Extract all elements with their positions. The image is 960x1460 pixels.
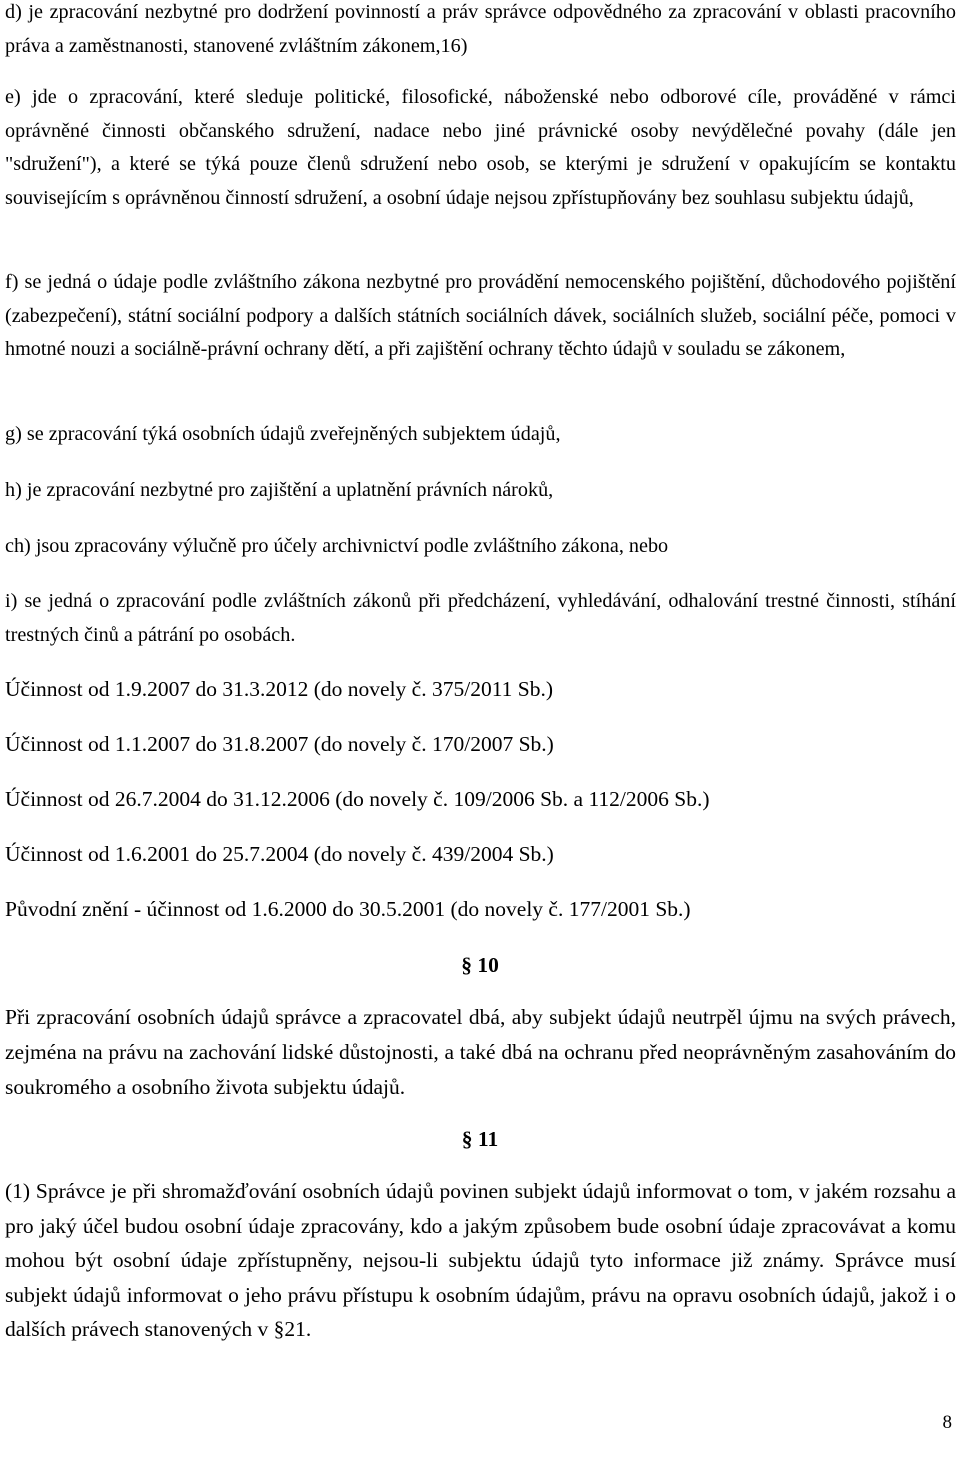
paragraph-d: d) je zpracování nezbytné pro dodržení povinností a práv správce odpovědného za zpracování v oblasti pracovního práva a zaměstnanosti, stanovené zvláštním zákonem,16) xyxy=(5,1,956,57)
paragraph-f: f) se jedná o údaje podle zvláštního zákona nezbytné pro provádění nemocenského pojištění, důchodového pojištění (zabezpečení), státní sociální podpory a dalších státních sociálních dávek, sociálních služeb, sociální péče, pomoci v hmotné nouzi a sociálně-právní ochrany dětí, a při zajištění ochrany těchto údajů v souladu se zákonem, xyxy=(5,271,956,360)
paragraph-h: h) je zpracování nezbytné pro zajištění a uplatnění právních nároků, xyxy=(5,479,554,501)
section-10-heading: § 10 xyxy=(461,953,499,977)
section-11-heading: § 11 xyxy=(461,1127,499,1151)
effectivity-line: Účinnost od 1.6.2001 do 25.7.2004 (do novely č. 439/2004 Sb.) xyxy=(5,842,554,866)
effectivity-line: Účinnost od 1.1.2007 do 31.8.2007 (do novely č. 170/2007 Sb.) xyxy=(5,732,554,756)
paragraph-e: e) jde o zpracování, které sleduje politické, filosofické, náboženské nebo odborové cíle, prováděné v rámci oprávněné činnosti občanského sdružení, nadace nebo jiné právnické osoby nevýdělečné povahy (dále jen "sdružení"), a které se týká pouze členů sdružení nebo osob, se kterými je sdružení v opakujícím se kontaktu souvisejícím s oprávněnou činností sdružení, a osobní údaje nejsou zpřístupňovány bez souhlasu subjektu údajů, xyxy=(5,86,956,209)
effectivity-line: Účinnost od 26.7.2004 do 31.12.2006 (do novely č. 109/2006 Sb. a 112/2006 Sb.) xyxy=(5,787,710,811)
original-version-line: Původní znění - účinnost od 1.6.2000 do 30.5.2001 (do novely č. 177/2001 Sb.) xyxy=(5,897,691,921)
paragraph-ch: ch) jsou zpracovány výlučně pro účely archivnictví podle zvláštního zákona, nebo xyxy=(5,535,669,557)
page-number: 8 xyxy=(942,1412,952,1433)
section-10-text: Při zpracování osobních údajů správce a zpracovatel dbá, aby subjekt údajů neutrpěl újmu na svých právech, zejména na právu na zachování lidské důstojnosti, a také dbá na ochranu před neoprávněným zasahováním do soukromého a osobního života subjektu údajů. xyxy=(5,1005,956,1099)
paragraph-i: i) se jedná o zpracování podle zvláštních zákonů při předcházení, vyhledávání, odhalování trestné činnosti, stíhání trestných činů a pátrání po osobách. xyxy=(5,590,956,646)
paragraph-g: g) se zpracování týká osobních údajů zveřejněných subjektem údajů, xyxy=(5,423,561,445)
effectivity-line: Účinnost od 1.9.2007 do 31.3.2012 (do novely č. 375/2011 Sb.) xyxy=(5,677,554,701)
section-11-text: (1) Správce je při shromažďování osobních údajů povinen subjekt údajů informovat o tom, v jakém rozsahu a pro jaký účel budou osobní údaje zpracovány, kdo a jakým způsobem bude osobní údaje zpracovávat a komu mohou být osobní údaje zpřístupněny, nejsou-li subjektu údajů tyto informace již známy. Správce musí subjekt údajů informovat o jeho právu přístupu k osobním údajům, právu na opravu osobních údajů, jakož i o dalších právech stanovených v §21. xyxy=(5,1179,956,1341)
